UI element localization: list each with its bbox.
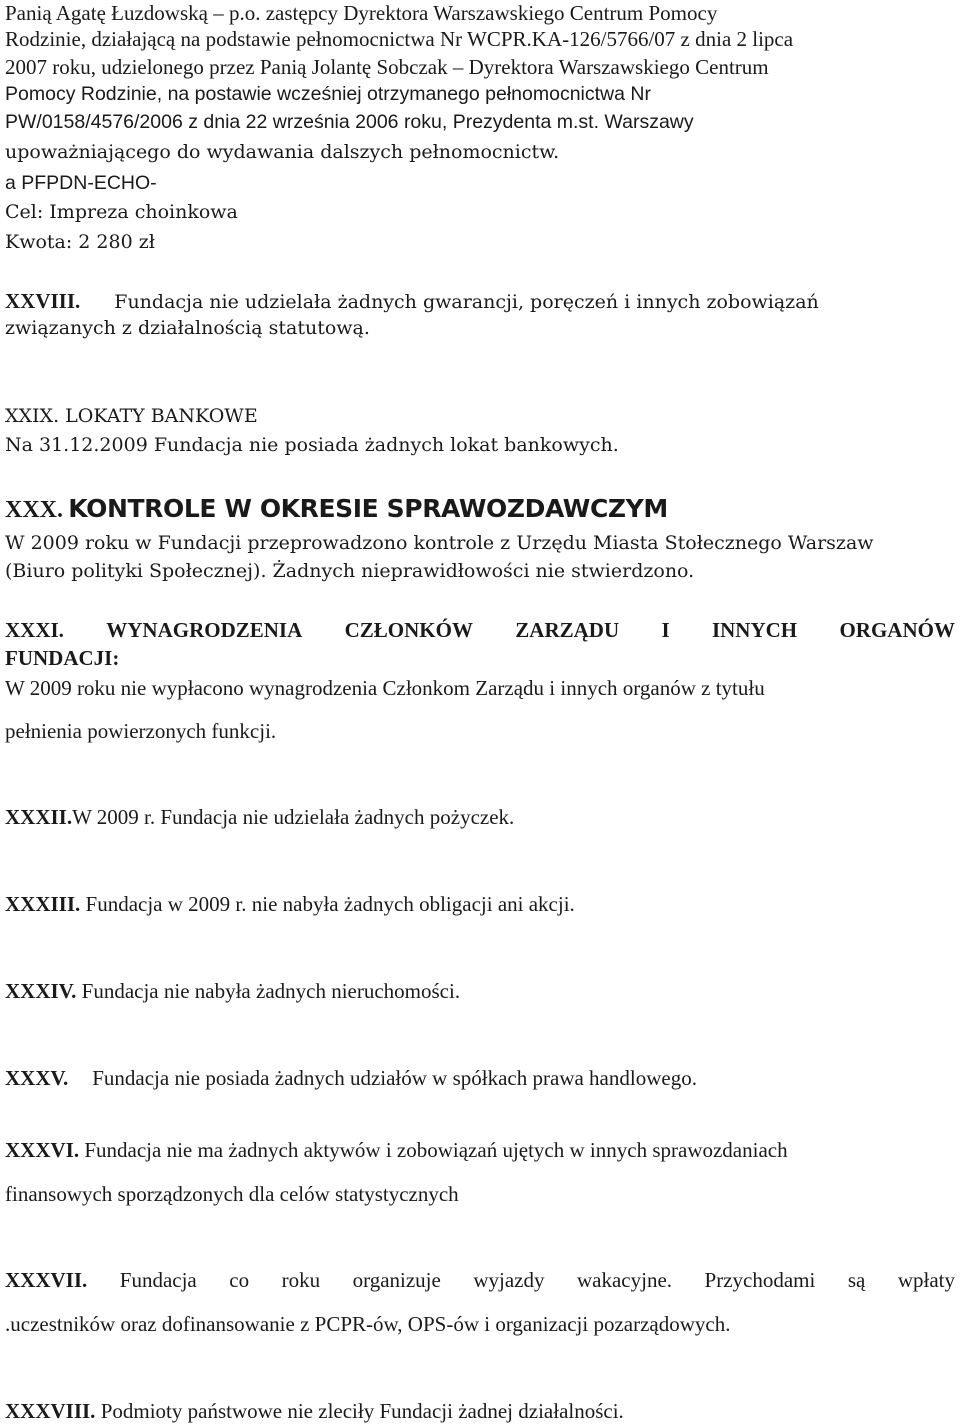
section-32-line <box>5 807 514 828</box>
section-30-line-1: W 2009 roku w Fundacji przeprowadzono kontrole z Urzędu Miasta Stołecznego Warszaw <box>5 532 874 554</box>
intro-line-4: Pomocy Rodzinie, na postawie wcześniej otrzymanego pełnomocnictwa Nr <box>5 83 651 105</box>
section-38-line <box>5 1401 624 1422</box>
section-28-line-2: związanych z działalnością statutową. <box>5 317 370 339</box>
section-30-heading: KONTROLE W OKRESIE SPRAWOZDAWCZYM <box>68 494 668 523</box>
section-28-line-1 <box>5 291 819 312</box>
intro-line-9: Kwota: 2 280 zł <box>5 231 155 253</box>
section-31-heading-word: ORGANÓW <box>839 618 955 642</box>
intro-line-5: PW/0158/4576/2006 z dnia 22 września 2006 roku, Prezydenta m.st. Warszawy <box>5 111 694 133</box>
section-28-number: XXVIII. <box>5 289 81 313</box>
section-34-number: XXXIV. <box>5 979 77 1003</box>
section-31-heading-line-1 <box>5 620 955 641</box>
section-38-number: XXXVIII. <box>5 1399 96 1423</box>
section-31-heading-word: WYNAGRODZENIA <box>106 618 303 642</box>
intro-line-8: Cel: Impreza choinkowa <box>5 201 238 223</box>
section-36-text: Fundacja nie ma żadnych aktywów i zobowiązań ujętych w innych sprawozdaniach <box>79 1138 788 1162</box>
section-33-number: XXXIII. <box>5 892 81 916</box>
section-36-line-2: finansowych sporządzonych dla celów statystycznych <box>5 1182 459 1206</box>
section-31-heading-word: ZARZĄDU <box>515 618 620 642</box>
section-37-word: wakacyjne. <box>576 1268 673 1292</box>
section-37-line-2: .uczestników oraz dofinansowanie z PCPR-ów, OPS-ów i organizacji pozarządowych. <box>5 1312 731 1336</box>
section-35-line <box>5 1068 697 1089</box>
section-36-number: XXXVI. <box>5 1138 80 1162</box>
section-33-text: Fundacja w 2009 r. nie nabyła żadnych obligacji ani akcji. <box>80 892 575 916</box>
intro-line-1: Panią Agatę Łuzdowską – p.o. zastępcy Dyrektora Warszawskiego Centrum Pomocy <box>5 1 718 25</box>
section-28-text: Fundacja nie udzielała żadnych gwarancji, poręczeń i innych zobowiązań <box>114 291 819 313</box>
section-37-word: co <box>229 1268 250 1292</box>
intro-line-7: a PFPDN-ECHO- <box>5 172 157 194</box>
section-34-text: Fundacja nie nabyła żadnych nieruchomości. <box>76 979 461 1003</box>
intro-line-2: Rodzinie, działającą na podstawie pełnomocnictwa Nr WCPR.KA-126/5766/07 z dnia 2 lipca <box>5 27 794 51</box>
section-35-text: Fundacja nie posiada żadnych udziałów w spółkach prawa handlowego. <box>92 1066 697 1090</box>
section-31-line-2: pełnienia powierzonych funkcji. <box>5 719 277 743</box>
section-37-word: wpłaty <box>897 1268 955 1292</box>
section-32-text: W 2009 r. Fundacja nie udzielała żadnych pożyczek. <box>72 805 515 829</box>
section-37-number: XXXVII. <box>5 1268 88 1292</box>
section-31-heading-word: XXXI. <box>5 618 64 642</box>
intro-line-6: upoważniającego do wydawania dalszych pełnomocnictw. <box>5 141 560 163</box>
section-29-text: Na 31.12.2009 Fundacja nie posiada żadnych lokat bankowych. <box>5 434 619 456</box>
section-34-line <box>5 981 460 1002</box>
section-30-number: XXX. <box>5 497 63 523</box>
section-30-line-2: (Biuro polityki Społecznej). Żadnych nieprawidłowości nie stwierdzono. <box>5 560 695 582</box>
section-38-text: Podmioty państwowe nie zleciły Fundacji żadnej działalności. <box>95 1399 624 1423</box>
section-37-word: są <box>847 1268 866 1292</box>
section-36-line-1 <box>5 1140 788 1161</box>
section-31-heading-word: INNYCH <box>711 618 798 642</box>
section-31-line-1: W 2009 roku nie wypłacono wynagrodzenia Członkom Zarządu i innych organów z tytułu <box>5 676 765 700</box>
section-29-heading: XXIX. LOKATY BANKOWE <box>5 405 258 427</box>
section-37-word: Przychodami <box>704 1268 816 1292</box>
section-37-word: Fundacja <box>119 1268 197 1292</box>
section-37-word: roku <box>281 1268 321 1292</box>
section-31-heading-word: I <box>661 618 670 642</box>
section-37-line-1 <box>5 1270 955 1291</box>
section-30-heading-line <box>5 496 668 522</box>
section-33-line <box>5 894 575 915</box>
section-31-heading-line-2: FUNDACJI: <box>5 646 120 670</box>
section-35-number: XXXV. <box>5 1066 69 1090</box>
section-32-number: XXXII. <box>5 805 73 829</box>
intro-line-3: 2007 roku, udzielonego przez Panią Jolantę Sobczak – Dyrektora Warszawskiego Centrum <box>5 55 769 79</box>
section-37-word: wyjazdy <box>473 1268 545 1292</box>
section-31-heading-word: CZŁONKÓW <box>344 618 473 642</box>
section-37-word: organizuje <box>352 1268 441 1292</box>
